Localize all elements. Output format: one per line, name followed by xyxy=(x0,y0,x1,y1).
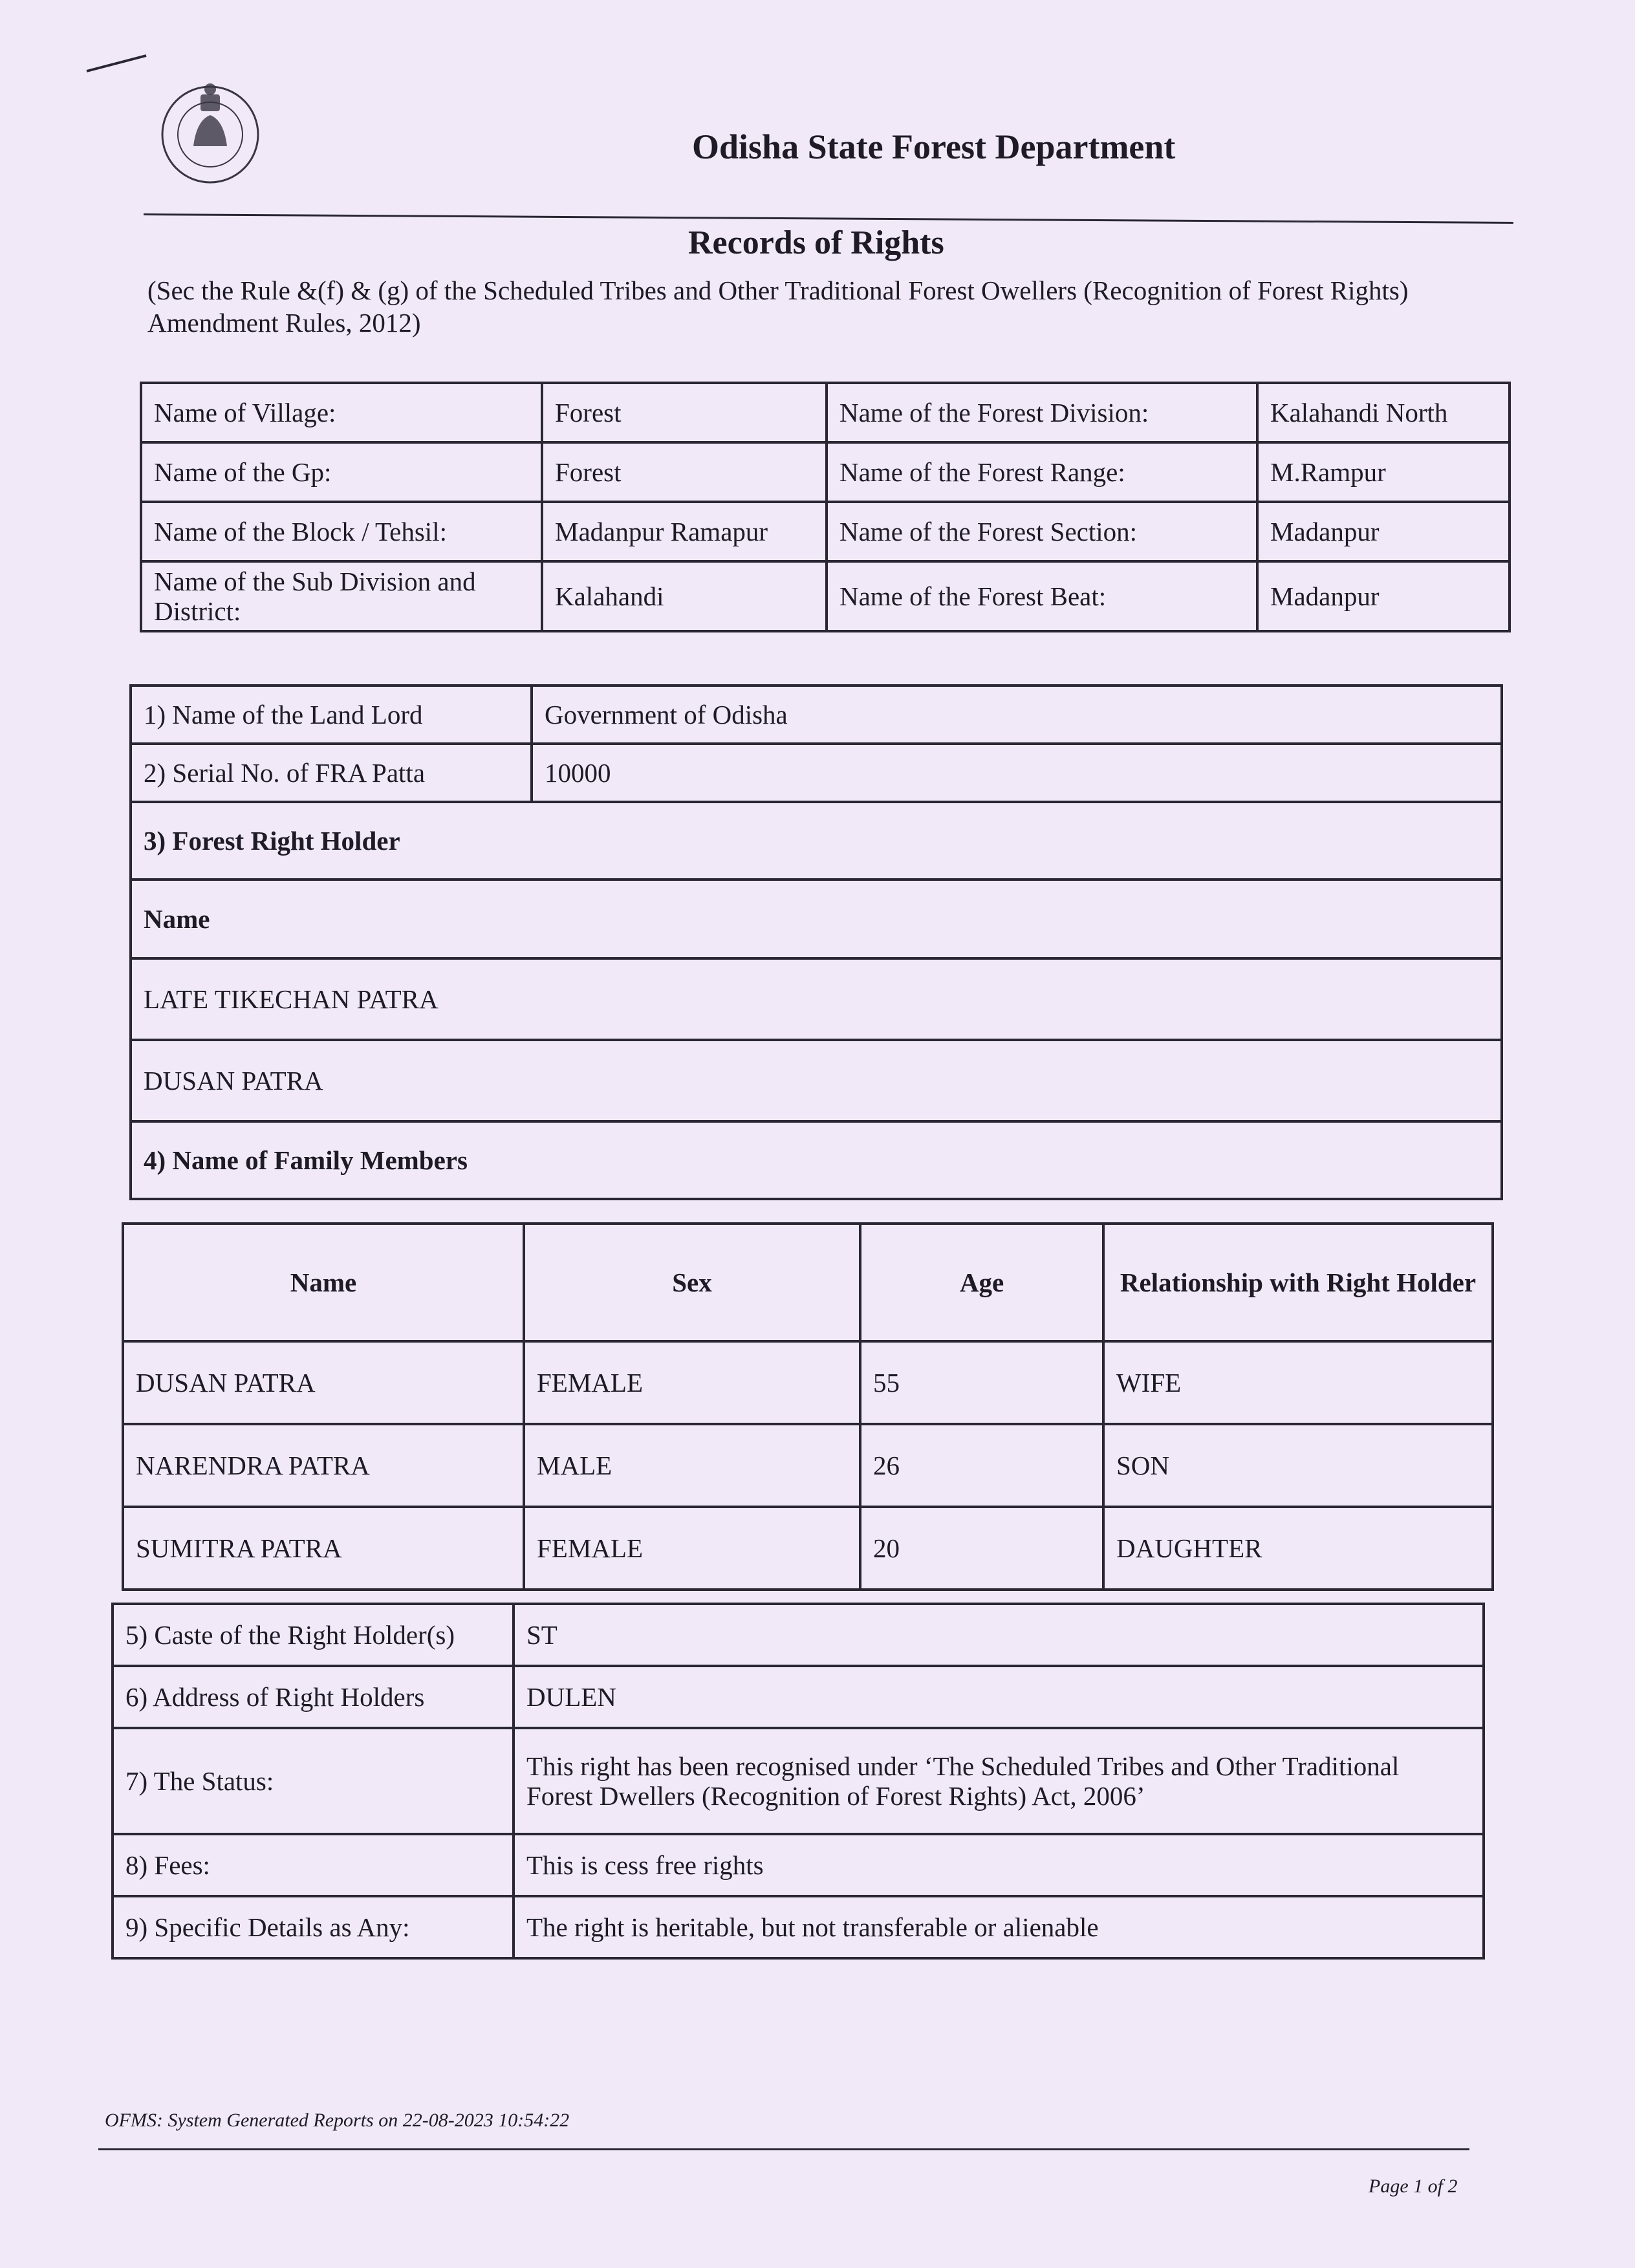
family-heading: 4) Name of Family Members xyxy=(131,1121,1502,1199)
forest-beat-label: Name of the Forest Beat: xyxy=(827,561,1257,631)
table-header-row xyxy=(123,1224,1493,1341)
member-age: 26 xyxy=(860,1424,1103,1507)
right-holder-heading: 3) Forest Right Holder xyxy=(131,802,1502,880)
holder-name: LATE TIKECHAN PATRA xyxy=(131,958,1502,1040)
column-header-age: Age xyxy=(860,1224,1103,1341)
table-row xyxy=(131,958,1502,1040)
member-name: NARENDRA PATRA xyxy=(123,1424,524,1507)
block-label: Name of the Block / Tehsil: xyxy=(141,502,542,561)
page-number: Page 1 of 2 xyxy=(1369,2176,1458,2197)
caste-value: ST xyxy=(514,1604,1484,1666)
subdivision-label: Name of the Sub Division and District: xyxy=(141,561,542,631)
name-heading: Name xyxy=(131,880,1502,958)
address-value: DULEN xyxy=(514,1666,1484,1728)
forest-division-value: Kalahandi North xyxy=(1257,383,1510,442)
member-age: 20 xyxy=(860,1507,1103,1590)
caste-label: 5) Caste of the Right Holder(s) xyxy=(113,1604,514,1666)
forest-range-value: M.Rampur xyxy=(1257,442,1510,502)
member-sex: MALE xyxy=(524,1424,860,1507)
gp-label: Name of the Gp: xyxy=(141,442,542,502)
system-generated-note: OFMS: System Generated Reports on 22-08-2023 10:54:22 xyxy=(105,2110,570,2131)
footer-divider xyxy=(98,2148,1469,2150)
serial-value: 10000 xyxy=(532,744,1502,802)
village-value: Forest xyxy=(542,383,827,442)
table-row xyxy=(113,1604,1484,1666)
record-table xyxy=(129,684,1503,1200)
table-row xyxy=(113,1728,1484,1834)
column-header-relationship: Relationship with Right Holder xyxy=(1103,1224,1493,1341)
family-members-table xyxy=(122,1222,1494,1591)
department-title: Odisha State Forest Department xyxy=(692,127,1176,166)
gp-value: Forest xyxy=(542,442,827,502)
table-row xyxy=(141,442,1510,502)
details-table xyxy=(111,1603,1485,1960)
rules-subtitle: (Sec the Rule &(f) & (g) of the Scheduled Tribes and Other Traditional Forest Owellers (Recognition of Forest Rights) Amendment Rules, 2012) xyxy=(147,275,1409,338)
forest-section-value: Madanpur xyxy=(1257,502,1510,561)
header-divider xyxy=(144,213,1513,224)
table-row xyxy=(131,1121,1502,1199)
address-label: 6) Address of Right Holders xyxy=(113,1666,514,1728)
column-header-sex: Sex xyxy=(524,1224,860,1341)
forest-range-label: Name of the Forest Range: xyxy=(827,442,1257,502)
table-row xyxy=(131,686,1502,744)
table-row xyxy=(123,1424,1493,1507)
specific-details-label: 9) Specific Details as Any: xyxy=(113,1896,514,1958)
fees-value: This is cess free rights xyxy=(514,1834,1484,1896)
table-row xyxy=(113,1834,1484,1896)
member-age: 55 xyxy=(860,1341,1103,1424)
land-lord-value: Government of Odisha xyxy=(532,686,1502,744)
status-line: This right has been recognised under ‘The Scheduled Tribes and Other Traditional xyxy=(526,1751,1400,1781)
table-row xyxy=(113,1896,1484,1958)
location-table xyxy=(140,382,1511,632)
member-relationship: SON xyxy=(1103,1424,1493,1507)
member-name: SUMITRA PATRA xyxy=(123,1507,524,1590)
member-sex: FEMALE xyxy=(524,1341,860,1424)
table-row xyxy=(131,744,1502,802)
forest-beat-value: Madanpur xyxy=(1257,561,1510,631)
table-row xyxy=(131,1040,1502,1121)
table-row xyxy=(113,1666,1484,1728)
serial-label: 2) Serial No. of FRA Patta xyxy=(131,744,532,802)
status-label: 7) The Status: xyxy=(113,1728,514,1834)
table-row xyxy=(131,880,1502,958)
column-header-name: Name xyxy=(123,1224,524,1341)
village-label: Name of Village: xyxy=(141,383,542,442)
block-value: Madanpur Ramapur xyxy=(542,502,827,561)
pen-mark xyxy=(84,50,149,76)
fees-label: 8) Fees: xyxy=(113,1834,514,1896)
specific-details-value: The right is heritable, but not transferable or alienable xyxy=(514,1896,1484,1958)
status-value xyxy=(514,1728,1484,1834)
table-row xyxy=(141,383,1510,442)
table-row xyxy=(123,1341,1493,1424)
holder-name: DUSAN PATRA xyxy=(131,1040,1502,1121)
odisha-emblem-seal xyxy=(158,75,263,186)
table-row xyxy=(131,802,1502,880)
status-line: Forest Dwellers (Recognition of Forest Rights) Act, 2006’ xyxy=(526,1781,1145,1811)
forest-division-label: Name of the Forest Division: xyxy=(827,383,1257,442)
member-relationship: DAUGHTER xyxy=(1103,1507,1493,1590)
member-relationship: WIFE xyxy=(1103,1341,1493,1424)
table-row xyxy=(141,561,1510,631)
member-name: DUSAN PATRA xyxy=(123,1341,524,1424)
table-row xyxy=(141,502,1510,561)
document-title: Records of Rights xyxy=(688,224,944,261)
table-row xyxy=(123,1507,1493,1590)
subdivision-value: Kalahandi xyxy=(542,561,827,631)
forest-section-label: Name of the Forest Section: xyxy=(827,502,1257,561)
member-sex: FEMALE xyxy=(524,1507,860,1590)
land-lord-label: 1) Name of the Land Lord xyxy=(131,686,532,744)
